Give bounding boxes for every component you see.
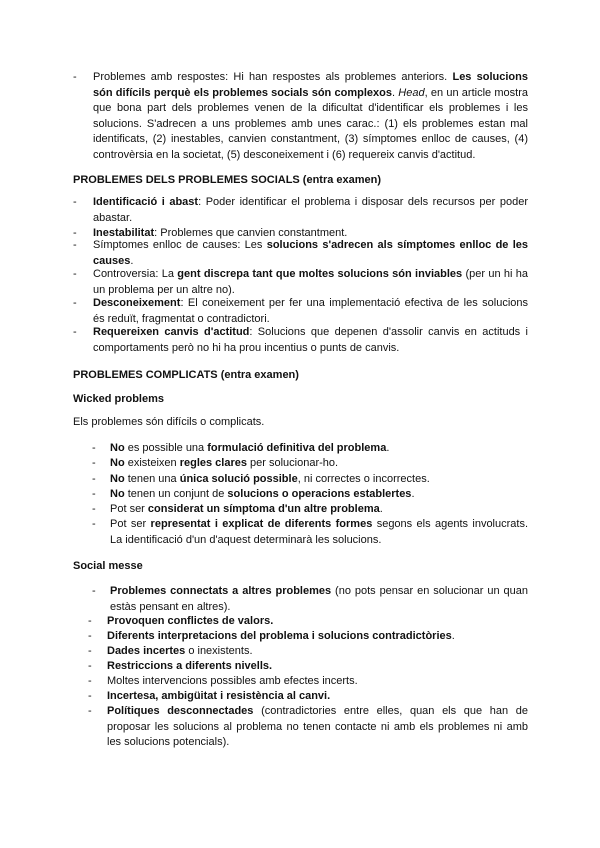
list-item: Requereixen canvis d'actitud: Solucions que depenen d'assolir canvis en actituds i comportaments però no hi ha prou incentius o punts de canvis. xyxy=(93,326,528,354)
bullet-dash: - xyxy=(88,660,92,672)
subsection-heading: Social messe xyxy=(73,560,143,572)
list-item: No tenen un conjunt de solucions o operacions establertes. xyxy=(110,488,415,500)
subsection-heading: Wicked problems xyxy=(73,393,164,405)
bullet-dash: - xyxy=(92,488,96,500)
bullet-dash: - xyxy=(88,690,92,702)
list-item: Provoquen conflictes de valors. xyxy=(107,615,274,627)
section-heading: PROBLEMES COMPLICATS (entra examen) xyxy=(73,369,299,381)
bullet-dash: - xyxy=(92,442,96,454)
list-item: Controversia: La gent discrepa tant que moltes solucions són inviables (per un hi ha un problema per un altre no). xyxy=(93,268,529,296)
list-item: Identificació i abast: Poder identificar el problema i disposar dels recursos per poder abastar. xyxy=(93,196,528,224)
list-item: Incertesa, ambigüitat i resistència al canvi. xyxy=(107,690,331,702)
intro-bold: Les solucions són difícils perquè els problemes socials són complexos xyxy=(93,71,528,99)
section-intro: Els problemes són difícils o complicats. xyxy=(73,416,265,428)
intro-paragraph xyxy=(93,70,528,164)
bullet-dash: - xyxy=(73,196,77,208)
list-item: Símptomes enlloc de causes: Les solucions s'adrecen als símptomes enlloc de les causes. xyxy=(93,239,528,267)
list-item: Restriccions a diferents nivells. xyxy=(107,660,273,672)
bullet-dash: - xyxy=(92,473,96,485)
bullet-dash: - xyxy=(88,645,92,657)
list-item: Inestabilitat: Problemes que canvien constantment. xyxy=(93,227,348,239)
bullet-dash: - xyxy=(88,705,92,717)
intro-text: Problemes amb respostes: Hi han respostes als problemes anteriors. xyxy=(93,71,453,83)
bullet-dash: - xyxy=(73,326,77,338)
section-heading: PROBLEMES DELS PROBLEMES SOCIALS (entra examen) xyxy=(73,174,382,186)
list-item: Dades incertes o inexistents. xyxy=(107,645,253,657)
list-item: Diferents interpretacions del problema i solucions contradictòries. xyxy=(107,630,455,642)
list-item: Pot ser considerat un símptoma d'un altre problema. xyxy=(110,503,383,515)
bullet-dash: - xyxy=(88,630,92,642)
bullet-dash: - xyxy=(92,503,96,515)
bullet-dash: - xyxy=(73,71,77,83)
list-item: Problemes connectats a altres problemes (no pots pensar en solucionar un quan estàs pensant en altres). xyxy=(110,585,528,613)
list-item: No tenen una única solució possible, ni correctes o incorrectes. xyxy=(110,473,430,485)
bullet-dash: - xyxy=(88,615,92,627)
intro-italic: Head xyxy=(398,86,425,99)
intro-text: , en un article mostra que bona part dels problemes venen de la dificultat d'identificar els problemes i les solucions. S'adrecen a uns problemes amb unes carac.: (1) els problemes estan mal identificats, (2) inestables, canvien constantment, (3) símptomes enlloc de causes, (4) controvèrsia en la societat, (5) desconeixement i (6) requereix canvis d'actitud. xyxy=(93,86,528,161)
list-item: Moltes intervencions possibles amb efectes incerts. xyxy=(107,675,358,687)
bullet-dash: - xyxy=(73,239,77,251)
bullet-dash: - xyxy=(73,227,77,239)
bullet-dash: - xyxy=(73,297,77,309)
list-item: Pot ser representat i explicat de diferents formes segons els agents involucrats. La identificació d'un d'aquest determinarà les solucions. xyxy=(110,518,529,546)
list-item: No existeixen regles clares per solucionar-ho. xyxy=(110,457,339,469)
bullet-dash: - xyxy=(88,675,92,687)
intro-text: . xyxy=(391,86,399,99)
bullet-dash: - xyxy=(92,518,96,530)
bullet-dash: - xyxy=(92,457,96,469)
list-item: Polítiques desconnectades (contradictories entre elles, quan els que han de proposar les solucions al problema no tenen contacte ni amb els problemes ni amb les solucions potencials). xyxy=(107,705,528,749)
list-item: Desconeixement: El coneixement per fer una implementació efectiva de les solucions és reduït, fragmentat o contradictori. xyxy=(93,297,528,325)
list-item: No es possible una formulació definitiva del problema. xyxy=(110,442,390,454)
bullet-dash: - xyxy=(73,268,77,280)
bullet-dash: - xyxy=(92,585,96,597)
